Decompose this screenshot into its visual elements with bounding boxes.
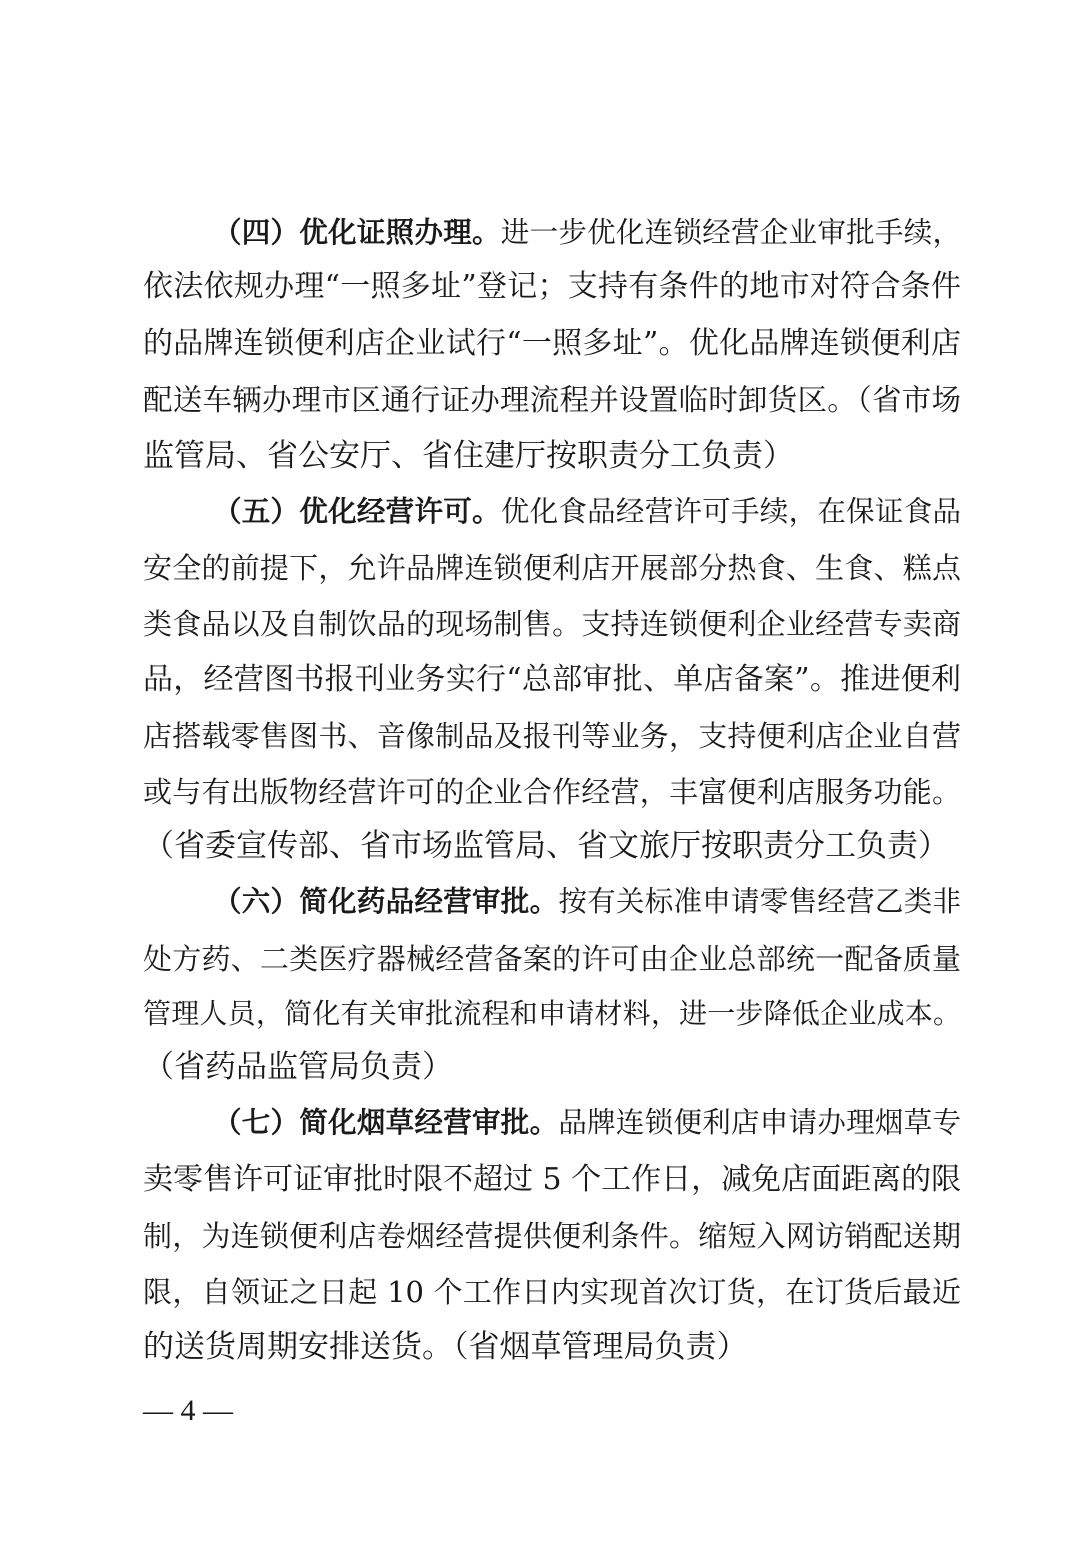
paragraph-6-line-2: 处方药、二类医疗器械经营备案的许可由企业总部统一配备质量	[143, 942, 961, 976]
paragraph-5-line-6: 或与有出版物经营许可的企业合作经营，丰富便利店服务功能。	[143, 775, 961, 809]
paragraph-4-text: 进一步优化连锁经营企业审批手续，	[500, 216, 961, 249]
paragraph-6-text: 按有关标准申请零售经营乙类非	[558, 885, 961, 918]
paragraph-4-line-5: 监管局、省公安厅、省住建厅按职责分工负责）	[143, 438, 794, 474]
paragraph-5-text: 优化食品经营许可手续，在保证食品	[500, 495, 961, 528]
paragraph-7-line-2: 卖零售许可证审批时限不超过 5 个工作日，减免店面距离的限	[143, 1162, 961, 1197]
paragraph-7-text: 品牌连锁便利店申请办理烟草专	[558, 1106, 961, 1139]
paragraph-5-heading: （五）优化经营许可。	[213, 495, 501, 528]
paragraph-6-heading: （六）简化药品经营审批。	[213, 885, 559, 918]
paragraph-4-line-3: 的品牌连锁便利店企业试行“一照多址”。优化品牌连锁便利店	[143, 326, 961, 361]
paragraph-7-line-4: 限，自领证之日起 10 个工作日内实现首次订货，在订货后最近	[143, 1275, 961, 1309]
paragraph-7-line-3: 制，为连锁便利店卷烟经营提供便利条件。缩短入网访销配送期	[143, 1219, 961, 1253]
paragraph-5-line-2: 安全的前提下，允许品牌连锁便利店开展部分热食、生食、糕点	[143, 551, 961, 585]
paragraph-5-line-3: 类食品以及自制饮品的现场制售。支持连锁便利企业经营专卖商	[143, 607, 961, 641]
paragraph-4-line-2: 依法依规办理“一照多址”登记；支持有条件的地市对符合条件	[143, 269, 961, 304]
paragraph-5-line-7: （省委宣传部、省市场监管局、省文旅厅按职责分工负责）	[143, 828, 949, 864]
paragraph-5-line-5: 店搭载零售图书、音像制品及报刊等业务，支持便利店企业自营	[143, 719, 961, 753]
page-number: — 4 —	[143, 1394, 233, 1427]
paragraph-4-line-4: 配送车辆办理市区通行证办理流程并设置临时卸货区。（省市场	[143, 383, 961, 417]
paragraph-5-line-1	[213, 492, 961, 532]
paragraph-6-line-1	[213, 882, 961, 922]
paragraph-4-heading: （四）优化证照办理。	[213, 216, 501, 249]
paragraph-7-line-1	[213, 1103, 961, 1143]
paragraph-6-line-3: 管理人员，简化有关审批流程和申请材料，进一步降低企业成本。	[143, 997, 961, 1030]
paragraph-5-line-4: 品，经营图书报刊业务实行“总部审批、单店备案”。推进便利	[143, 662, 961, 697]
paragraph-7-heading: （七）简化烟草经营审批。	[213, 1106, 559, 1139]
paragraph-6-line-4: （省药品监管局负责）	[143, 1049, 453, 1085]
paragraph-4-line-1	[213, 213, 961, 253]
paragraph-7-line-5: 的送货周期安排送货。（省烟草管理局负责）	[143, 1329, 748, 1365]
